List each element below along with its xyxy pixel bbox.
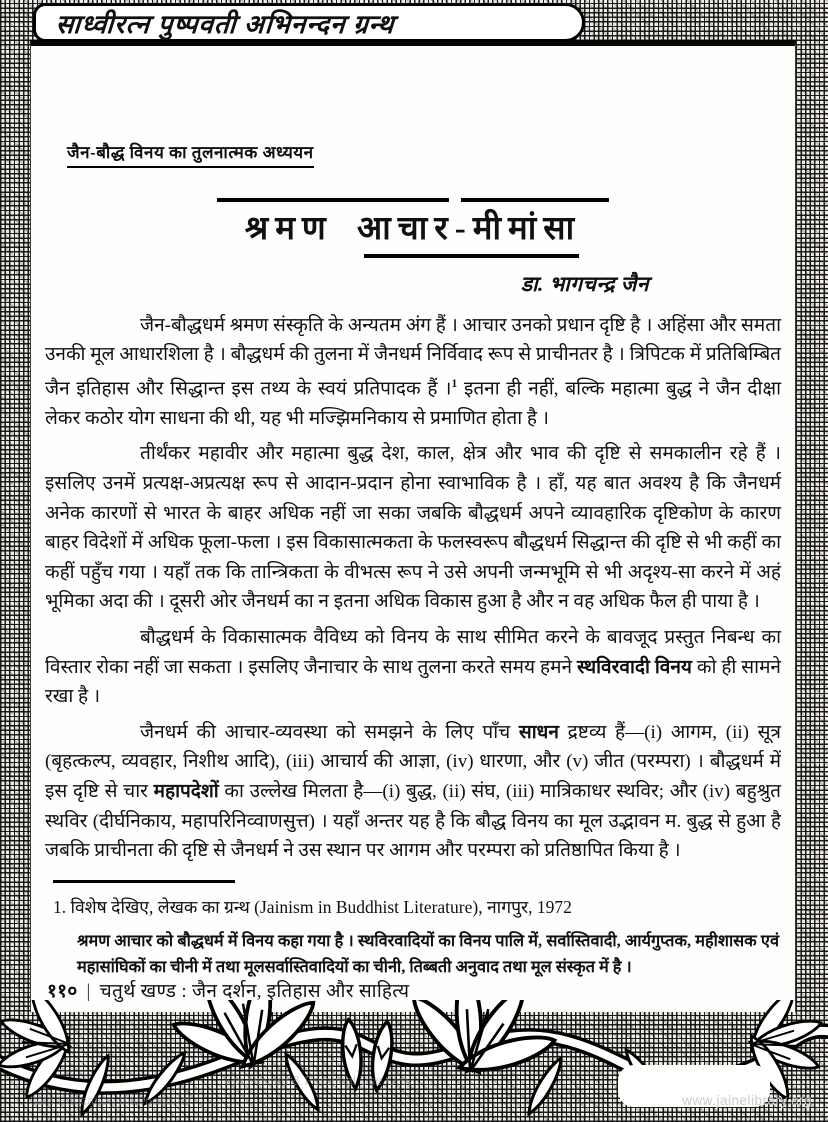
emphasized-term: महापदेशों bbox=[153, 780, 219, 802]
watermark-left: Jain Education International bbox=[30, 1093, 191, 1108]
paragraph-4-text: द्रष्टव्य हैं—(i) आगम, (ii) सूत्र (बृहत्कल्प, व्यवहार, निशीथ आदि), (iii) आचार्य की आज्ञा, (iv) धारणा, और (v) जीत (परम्परा) । बौद्धधर्म में इस दृष्टि से चार bbox=[45, 721, 782, 802]
article-title-block bbox=[45, 198, 781, 258]
page-content-inner bbox=[31, 46, 795, 1012]
section-title: चतुर्थ खण्ड : जैन दर्शन, इतिहास और साहित्य bbox=[99, 981, 410, 1002]
book-title-banner bbox=[33, 3, 585, 42]
paragraph-3 bbox=[45, 623, 781, 712]
page-content-area bbox=[30, 40, 796, 1012]
watermark-right: www.jainelibrary.org bbox=[682, 1093, 812, 1108]
rule-segment bbox=[217, 198, 449, 202]
emphasized-term: स्थविरवादी विनय bbox=[576, 656, 692, 678]
paragraph-1-text: जैन-बौद्धधर्म श्रमण संस्कृति के अन्यतम अंग हैं । आचार उनको प्रधान दृष्टि है । अहिंसा और समता उनकी मूल आधारशिला है । बौद्धधर्म की तुलना में जैनधर्म निर्विवाद रूप से प्राचीनतर है । त्रिपिटक में प्रतिबिम्बित जैन इतिहास और सिद्धान्त इस तथ्य के स्वयं प्रतिपादक हैं । bbox=[45, 314, 781, 400]
footnote-2: श्रमण आचार को बौद्धधर्म में विनय कहा गया है । स्थविरवादियों का विनय पालि में, सर्वास्तिवादी, आर्यगुप्तक, महीशासक एवं महासांघिकों का चीनी में तथा मूलसर्वास्तिवादियों का चीनी, तिब्बती अनुवाद तथा मूल संस्कृत में है । bbox=[77, 930, 779, 977]
article-title: श्रमण आचार-मीमांसा bbox=[244, 210, 582, 247]
paragraph-4 bbox=[45, 718, 781, 866]
footnote-1: 1. विशेष देखिए, लेखक का ग्रन्थ (Jainism in Buddhist Literature), नागपुर, 1972 bbox=[53, 896, 572, 917]
emphasized-term: साधन bbox=[518, 721, 559, 743]
paragraph-3-text: को ही सामने रखा है । bbox=[45, 656, 781, 708]
title-top-rule bbox=[217, 198, 609, 202]
paragraph-2: तीर्थंकर महावीर और महात्मा बुद्ध देश, काल, क्षेत्र और भाव की दृष्टि से समकालीन रहे हैं । इसलिए उनमें प्रत्यक्ष-अप्रत्यक्ष रूप से आदान-प्रदान होना स्वाभाविक है । हाँ, यह बात अवश्य है कि जैनधर्म अनेक कारणों से भारत के बाहर अधिक नहीं जा सका जबकि बौद्धधर्म अपने व्यावहारिक दृष्टिकोण के कारण बाहर विदेशों में अधिक फूला-फला । इस विकासात्मकता के फलस्वरूप बौद्धधर्म सिद्धान्त की दृष्टि से भी कहीं का कहीं पहुँच गया । यहाँ तक कि तान्त्रिकता के वीभत्स रूप ने उसे अपनी जन्मभूमि से भी अदृश्य-सा करने में अहं भूमिका अदा की । दूसरी ओर जैनधर्म का न इतना अधिक विकास हुआ है और न वह अधिक फैल ही पाया है । bbox=[45, 443, 781, 613]
footnote-separator-rule bbox=[53, 880, 235, 883]
paragraph-1 bbox=[45, 311, 781, 434]
page-number: ११० bbox=[47, 981, 78, 1002]
article-body bbox=[45, 311, 781, 866]
article-kicker: जैन-बौद्ध विनय का तुलनात्मक अध्ययन bbox=[67, 140, 314, 168]
paragraph-1-text: इतना ही नहीं, बल्कि महात्मा बुद्ध ने जैन दीक्षा लेकर कठोर योग साधना की थी, यह भी मज्झिमनिकाय से प्रमाणित होता है । bbox=[45, 378, 781, 429]
paragraph-4-text: का उल्लेख मिलता है—(i) बुद्ध, (ii) संघ, (iii) मात्रिकाधर स्थविर; और (iv) बहुश्रुत स्थविर (दीर्घनिकाय, महापरिनिव्वाणसुत्त) । यहाँ अन्तर यह है कि बौद्ध विनय का मूल उद्भावन म. बुद्ध से हुआ है जबकि प्राचीनता की दृष्टि से जैनधर्म ने उस स्थान पर आगम और परम्परा को प्रतिष्ठापित किया है । bbox=[45, 780, 781, 862]
paragraph-4-text: जैनधर्म की आचार-व्यवस्था को समझने के लिए पाँच bbox=[140, 721, 519, 743]
author-row bbox=[45, 270, 781, 298]
title-bottom-rule bbox=[364, 254, 579, 258]
author-name: डा. भागचन्द्र जैन bbox=[520, 271, 649, 296]
book-title: साध्वीरत्न पुष्पवती अभिनन्दन ग्रन्थ bbox=[54, 9, 396, 39]
paragraph-3-text: बौद्धधर्म के विकासात्मक वैविध्य को विनय के साथ सीमित करने के बावजूद प्रस्तुत निबन्ध का विस्तार रोका नहीं जा सकता । इसलिए जैनाचार के साथ तुलना करते समय हमने bbox=[45, 627, 781, 678]
footer-divider: | bbox=[86, 981, 91, 1002]
watermark-center: For Private & Personal Use Only bbox=[225, 1073, 413, 1088]
rule-segment bbox=[461, 198, 609, 202]
footnote-marker-1: 1 bbox=[451, 377, 458, 390]
